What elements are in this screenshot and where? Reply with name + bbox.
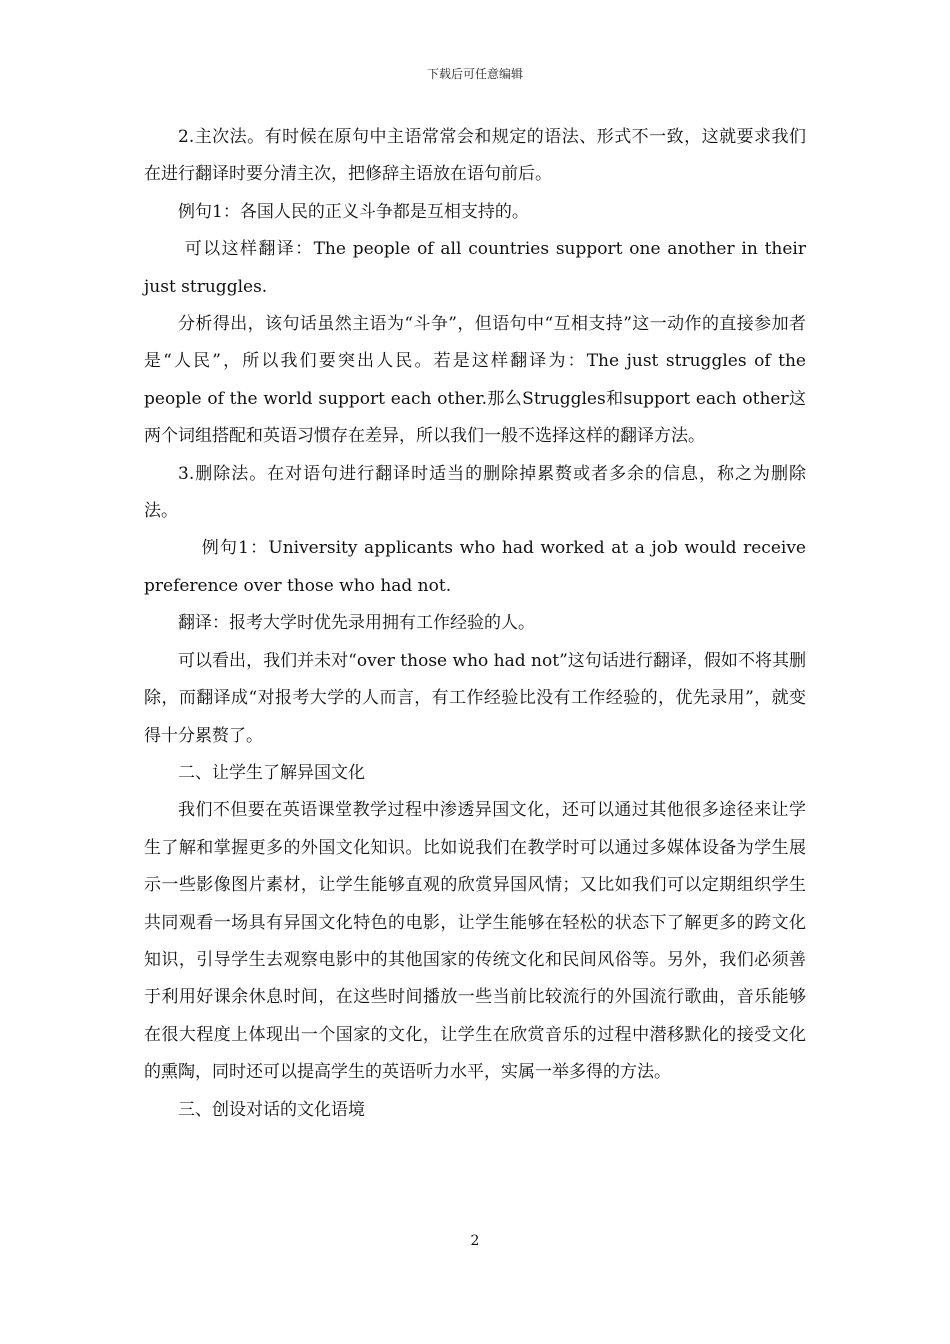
paragraph-method-deletion: 3.删除法。在对语句进行翻译时适当的删除掉累赘或者多余的信息，称之为删除法。 <box>144 463 806 522</box>
section-heading-culture: 二、让学生了解异国文化 <box>178 762 365 783</box>
paragraph-translation-2: 翻译：报考大学时优先录用拥有工作经验的人。 <box>178 613 535 634</box>
paragraph-analysis: 分析得出，该句话虽然主语为“斗争”，但语句中“互相支持”这一动作的直接参加者是“人民”，所以我们要突出人民。若是这样翻译为：The just struggles of the people of the world support each other.那么Struggles和support each other这两个词组搭配和英语习惯存在差异，所以我们一般不选择这样的翻译方法。 <box>144 314 806 447</box>
paragraph-method-main-subordinate: 2.主次法。有时候在原句中主语常常会和规定的语法、形式不一致，这就要求我们在进行翻译时要分清主次，把修辞主语放在语句前后。 <box>144 127 806 185</box>
paragraph-culture-body: 我们不但要在英语课堂教学过程中渗透异国文化，还可以通过其他很多途径来让学生了解和掌握更多的外国文化知识。比如说我们在教学时可以通过多媒体设备为学生展示一些影像图片素材，让学生能够直观的欣赏异国风情；又比如我们可以定期组织学生共同观看一场具有异国文化特色的电影，让学生能够在轻松的状态下了解更多的跨文化知识，引导学生去观察电影中的其他国家的传统文化和民间风俗等。另外，我们必须善于利用好课余休息时间，在这些时间播放一些当前比较流行的外国流行歌曲，音乐能够在很大程度上体现出一个国家的文化，让学生在欣赏音乐的过程中潜移默化的接受文化的熏陶，同时还可以提高学生的英语听力水平，实属一举多得的方法。 <box>144 800 806 1083</box>
paragraph-example-1-english: 例句1：University applicants who had worked at a job would receive preference over those who had not. <box>144 538 806 596</box>
section-heading-dialogue: 三、创设对话的文化语境 <box>178 1099 365 1120</box>
paragraph-example-1-chinese: 例句1：各国人民的正义斗争都是互相支持的。 <box>178 201 529 222</box>
paragraph-translation-1: 可以这样翻译：The people of all countries support one another in their just struggles. <box>144 239 806 297</box>
page-header: 下载后可任意编辑 <box>426 67 523 81</box>
document-body <box>144 119 806 1129</box>
page-number: 2 <box>470 1233 480 1249</box>
paragraph-deletion-analysis: 可以看出，我们并未对“over those who had not”这句话进行翻译，假如不将其删除，而翻译成“对报考大学的人而言，有工作经验比没有工作经验的，优先录用”，就变得十分累赘了。 <box>144 650 806 746</box>
